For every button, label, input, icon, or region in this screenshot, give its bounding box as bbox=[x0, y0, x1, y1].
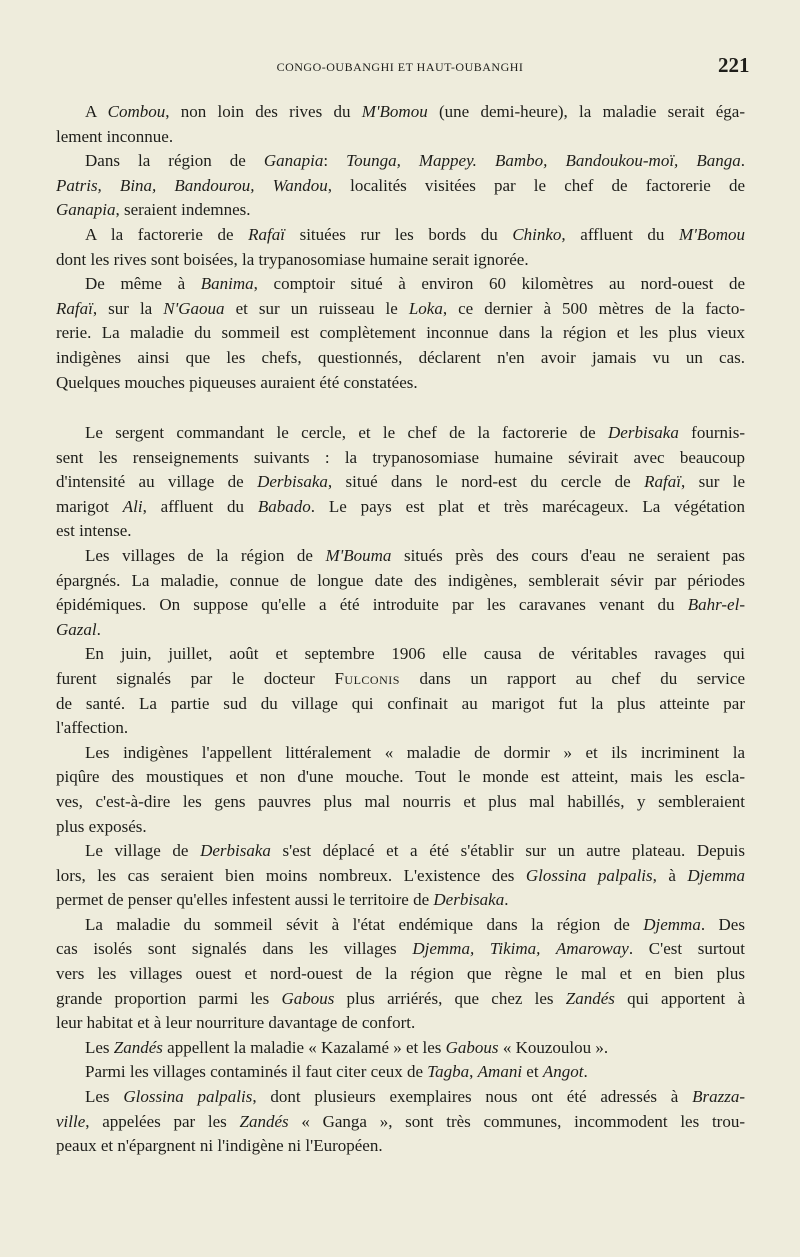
italic-term: N'Gaoua bbox=[163, 298, 225, 318]
text-run: , seraient indemnes. bbox=[115, 200, 251, 220]
text-run: de santé. La partie sud du village qui confinait au marigot fut la plus atteinte par bbox=[56, 693, 745, 713]
text-line bbox=[56, 248, 745, 273]
text-run: plus exposés. bbox=[56, 816, 147, 836]
text-run: affluent du bbox=[565, 224, 680, 244]
italic-term: Derbisaka bbox=[608, 423, 679, 442]
text-run: , situé dans le nord-est du cercle de bbox=[327, 472, 645, 492]
text-line bbox=[56, 421, 745, 446]
text-line bbox=[56, 593, 745, 618]
text-line bbox=[56, 815, 745, 840]
text-run: sent les renseignements suivants : la trypanosomiase humaine sévirait avec beaucoup bbox=[56, 447, 745, 467]
italic-term: Zandés bbox=[565, 988, 615, 1008]
text-run: rerie. La maladie du sommeil est complètement inconnue dans la région et les plus vieux bbox=[56, 323, 745, 343]
italic-term: M'Bomou bbox=[361, 102, 428, 121]
text-run: , appelées par les bbox=[85, 1111, 240, 1131]
italic-term: Gabous bbox=[281, 988, 335, 1008]
text-run: Parmi les villages contaminés il faut citer ceux de bbox=[85, 1062, 428, 1082]
italic-term: Banima bbox=[200, 274, 254, 294]
text-run: cas isolés sont signalés dans les villages bbox=[56, 939, 413, 959]
text-line bbox=[56, 667, 745, 692]
text-run: . Le pays est plat et très marécageux. La végétation bbox=[310, 496, 745, 516]
text-line bbox=[56, 297, 745, 322]
text-run: marigot bbox=[56, 496, 123, 516]
text-line bbox=[56, 149, 745, 174]
text-run: . C'est surtout bbox=[628, 939, 745, 959]
text-run: , non loin des rives du bbox=[165, 102, 362, 121]
text-line bbox=[56, 1134, 745, 1159]
italic-term: Ali bbox=[122, 496, 143, 516]
text-line bbox=[56, 470, 745, 495]
text-line bbox=[56, 1085, 745, 1110]
text-line bbox=[56, 569, 745, 594]
text-run: , affluent du bbox=[142, 496, 258, 516]
text-line bbox=[56, 100, 745, 125]
text-line bbox=[56, 864, 745, 889]
text-run: d'intensité au village de bbox=[56, 472, 258, 492]
text-line bbox=[56, 692, 745, 717]
italic-term: Loka bbox=[408, 298, 443, 318]
text-run: leur habitat et à leur nourriture davantage de confort. bbox=[56, 1013, 416, 1033]
italic-term: Glossina palpalis bbox=[525, 865, 653, 885]
text-line bbox=[56, 223, 745, 248]
italic-term: Ganapia bbox=[56, 200, 116, 220]
italic-term: Rafaï bbox=[644, 472, 681, 492]
text-line bbox=[56, 618, 745, 643]
text-run: dont les rives sont boisées, la trypanosomiase humaine serait ignorée. bbox=[56, 249, 529, 269]
italic-term: Patris, Bina, Bandourou, Wandou bbox=[56, 175, 328, 195]
text-run: piqûre des moustiques et non d'une mouche. Tout le monde est atteint, mais les escla- bbox=[56, 767, 745, 787]
text-run: s'est déplacé et a été s'établir sur un autre plateau. Depuis bbox=[270, 841, 745, 861]
italic-term: Amani bbox=[477, 1062, 523, 1082]
italic-term: Brazza- bbox=[692, 1087, 745, 1107]
text-line bbox=[56, 346, 745, 371]
text-line bbox=[56, 962, 745, 987]
text-run: vers les villages ouest et nord-ouest de la région que règne le mal et en bien plus bbox=[56, 964, 745, 984]
text-run: Le sergent commandant le cercle, et le chef de la factorerie de bbox=[85, 423, 608, 442]
text-line bbox=[56, 716, 745, 741]
text-line bbox=[56, 1036, 745, 1061]
text-line bbox=[56, 198, 745, 223]
italic-term: Babado bbox=[257, 496, 311, 516]
italic-term: Tagba bbox=[427, 1062, 470, 1082]
text-run: ves, c'est-à-dire les gens pauvres plus mal nourris et plus mal habillés, y sembleraient bbox=[56, 791, 745, 811]
text-line bbox=[56, 321, 745, 346]
text-run: , bbox=[469, 1062, 478, 1082]
italic-term: Derbisaka bbox=[257, 472, 328, 492]
italic-term: M'Bouma bbox=[325, 545, 392, 565]
text-run: peaux et n'épargnent ni l'indigène ni l'Européen. bbox=[56, 1136, 383, 1156]
text-line bbox=[56, 446, 745, 471]
text-line bbox=[56, 765, 745, 790]
italic-term: Combou bbox=[107, 102, 166, 121]
text-line bbox=[56, 1060, 745, 1085]
running-head: CONGO-OUBANGHI ET HAUT-OUBANGHI bbox=[276, 60, 524, 74]
italic-term: Gabous bbox=[445, 1037, 499, 1057]
text-line bbox=[56, 371, 745, 396]
italic-term: Bahr-el- bbox=[687, 595, 745, 615]
italic-term: Zandés bbox=[239, 1111, 289, 1131]
text-run: . bbox=[504, 890, 509, 910]
text-run: Les villages de la région de bbox=[85, 545, 326, 565]
text-run: , sur le bbox=[680, 472, 745, 492]
text-line bbox=[56, 495, 745, 520]
text-line bbox=[56, 1011, 745, 1036]
italic-term: Tounga, Mappey. Bambo, Bandoukou-moï, Banga bbox=[346, 151, 741, 171]
text-run: l'affection. bbox=[56, 718, 129, 738]
italic-term: ville bbox=[56, 1111, 86, 1131]
text-run: A bbox=[85, 102, 108, 121]
text-run: . Des bbox=[700, 914, 745, 934]
text-run: lement inconnue. bbox=[56, 126, 174, 146]
text-run: . bbox=[96, 619, 101, 639]
text-run: situées rur les bords du bbox=[285, 224, 513, 244]
italic-term: Rafaï bbox=[56, 298, 93, 318]
italic-term: Angot bbox=[542, 1062, 584, 1082]
text-run: A la factorerie de bbox=[85, 224, 249, 244]
text-line bbox=[56, 272, 745, 297]
text-run: plus arriérés, que chez les bbox=[334, 988, 566, 1008]
text-run: lors, les cas seraient bien moins nombreux. L'existence des bbox=[56, 865, 526, 885]
text-line bbox=[56, 741, 745, 766]
text-run: En juin, juillet, août et septembre 1906 elle causa de véritables ravages qui bbox=[85, 644, 745, 664]
italic-term: Djemma bbox=[643, 914, 701, 934]
text-run: : bbox=[323, 151, 347, 171]
text-run: est intense. bbox=[56, 521, 132, 541]
italic-term: Rafaï bbox=[248, 224, 285, 244]
small-caps-name: Fulconis bbox=[334, 668, 400, 688]
italic-term: M'Bomou bbox=[679, 224, 745, 244]
text-run: indigènes ainsi que les chefs, questionnés, déclarent n'en avoir jamais vu un cas. bbox=[56, 347, 745, 367]
text-run: Les indigènes l'appellent littéralement « maladie de dormir » et ils incriminent la bbox=[85, 742, 745, 762]
text-run: La maladie du sommeil sévit à l'état endémique dans la région de bbox=[85, 914, 644, 934]
text-run: , à bbox=[652, 865, 688, 885]
text-line bbox=[56, 839, 745, 864]
text-line bbox=[56, 937, 745, 962]
italic-term: Chinko, bbox=[512, 224, 566, 244]
text-run: épidémiques. On suppose qu'elle a été introduite par les caravanes venant du bbox=[56, 595, 688, 615]
italic-term: Glossina palpalis bbox=[123, 1087, 253, 1107]
text-line bbox=[56, 888, 745, 913]
text-run: et bbox=[522, 1062, 543, 1082]
italic-term: Derbisaka bbox=[433, 890, 505, 910]
text-run: fournis- bbox=[678, 423, 745, 442]
italic-term: Derbisaka bbox=[200, 841, 271, 861]
italic-term: Ganapia bbox=[263, 151, 324, 171]
italic-term: Zandés bbox=[113, 1037, 163, 1057]
text-run: , localités visitées par le chef de factorerie de bbox=[327, 175, 745, 195]
text-run: , dont plusieurs exemplaires nous ont été adressés à bbox=[252, 1087, 693, 1107]
text-line bbox=[56, 519, 745, 544]
text-run: Quelques mouches piqueuses auraient été constatées. bbox=[56, 372, 418, 392]
text-run: , comptoir situé à environ 60 kilomètres au nord-ouest de bbox=[253, 274, 745, 294]
text-run: furent signalés par le docteur bbox=[56, 668, 335, 688]
text-run: « Kouzoulou ». bbox=[498, 1037, 609, 1057]
page-number: 221 bbox=[718, 53, 750, 77]
text-line bbox=[56, 1110, 745, 1135]
text-run: (une demi-heure), la maladie serait éga- bbox=[427, 102, 745, 121]
text-run: . bbox=[583, 1062, 588, 1082]
text-run: situés près des cours d'eau ne seraient pas bbox=[391, 545, 745, 565]
text-run: Les bbox=[85, 1087, 124, 1107]
text-line bbox=[56, 913, 745, 938]
text-section-2 bbox=[56, 421, 745, 1159]
text-run: permet de penser qu'elles infestent aussi le territoire de bbox=[56, 890, 434, 910]
text-run: « Ganga », sont très communes, incommodent les trou- bbox=[288, 1111, 745, 1131]
italic-term: Djemma, Tikima, Amaroway bbox=[412, 939, 629, 959]
text-run: qui apportent à bbox=[614, 988, 745, 1008]
text-line bbox=[56, 642, 745, 667]
text-line bbox=[56, 790, 745, 815]
text-line bbox=[56, 174, 745, 199]
text-line bbox=[56, 544, 745, 569]
text-run: appellent la maladie « Kazalamé » et les bbox=[162, 1037, 446, 1057]
text-run: Le village de bbox=[85, 841, 201, 861]
text-run: , sur la bbox=[92, 298, 164, 318]
text-run: Les bbox=[85, 1037, 114, 1057]
italic-term: Gazal bbox=[56, 619, 97, 639]
text-run: . bbox=[740, 151, 745, 171]
text-run: , ce dernier à 500 mètres de la facto- bbox=[442, 298, 745, 318]
text-run: Dans la région de bbox=[85, 151, 264, 171]
text-run: et sur un ruisseau le bbox=[224, 298, 409, 318]
italic-term: Djemma bbox=[687, 865, 745, 885]
text-run: épargnés. La maladie, connue de longue date des indigènes, semblerait sévir par périodes bbox=[56, 570, 745, 590]
text-run: grande proportion parmi les bbox=[56, 988, 282, 1008]
text-run: De même à bbox=[85, 274, 201, 294]
text-line bbox=[56, 987, 745, 1012]
text-run: dans un rapport au chef du service bbox=[399, 668, 745, 688]
text-line bbox=[56, 125, 745, 150]
text-section-1 bbox=[56, 100, 745, 395]
